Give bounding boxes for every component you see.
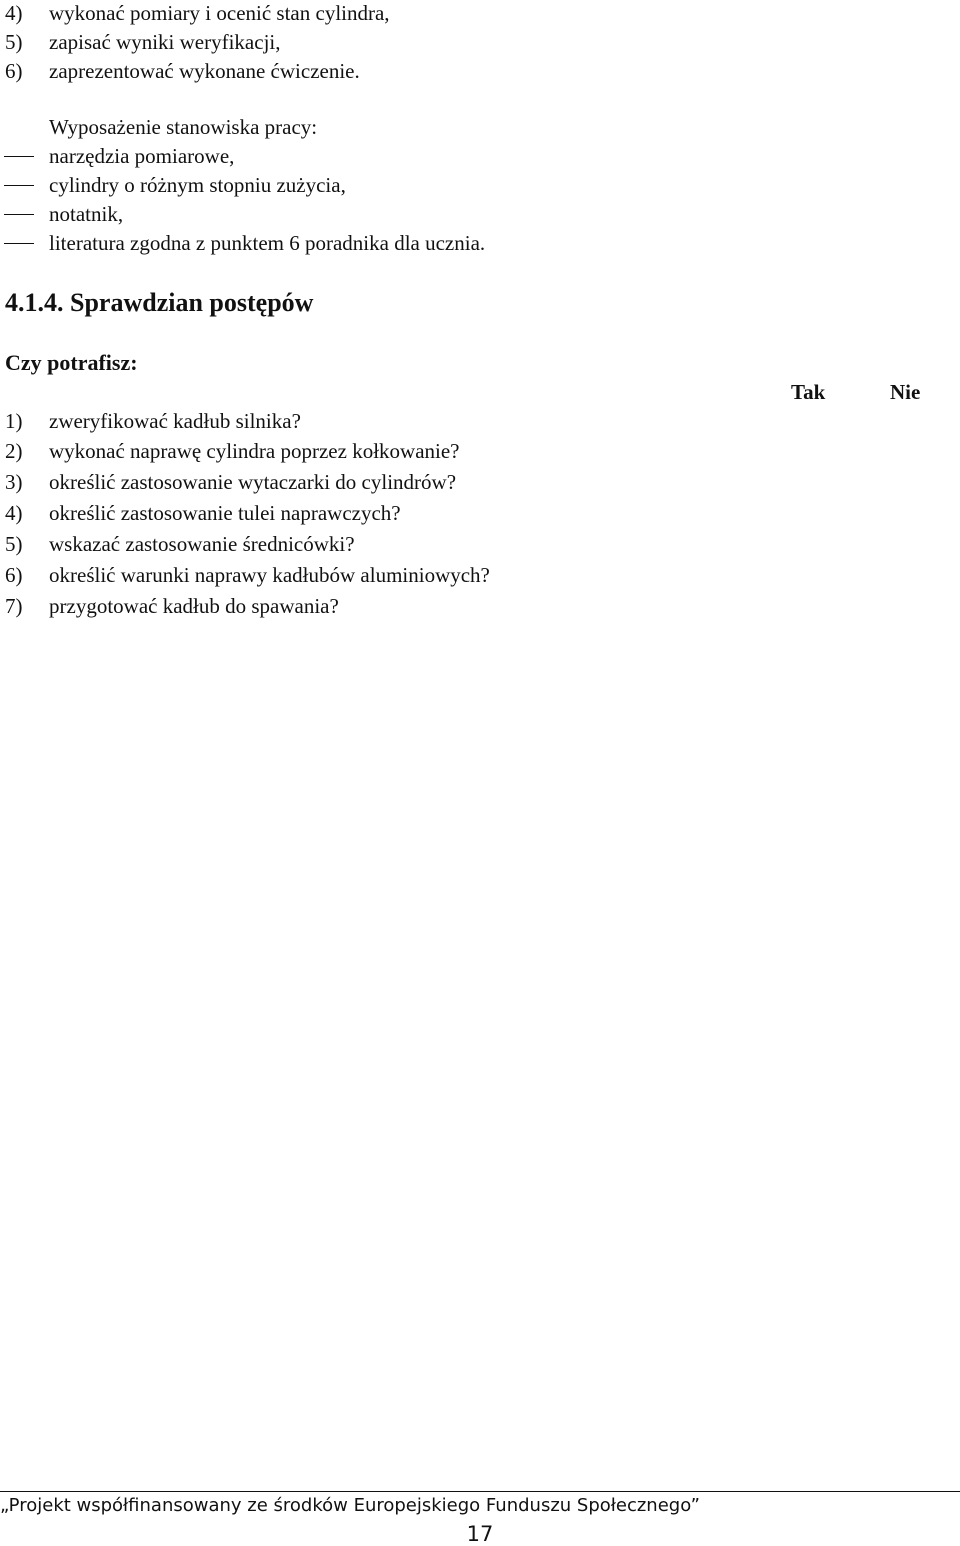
step-text: zapisać wyniki weryfikacji,	[49, 30, 281, 54]
section-title: 4.1.4. Sprawdzian postępów	[5, 288, 314, 317]
question-text: określić zastosowanie tulei naprawczych?	[49, 501, 401, 525]
dash-bullet-icon	[4, 185, 34, 186]
dash-bullet-icon	[4, 156, 34, 157]
column-header-yes: Tak	[791, 380, 826, 404]
question-number: 3)	[5, 470, 23, 494]
question-number: 4)	[5, 501, 23, 525]
question-number: 5)	[5, 532, 23, 556]
step-number: 4)	[5, 1, 23, 25]
equipment-item-text: narzędzia pomiarowe,	[49, 144, 235, 168]
question-text: przygotować kadłub do spawania?	[49, 594, 339, 618]
question-text: zweryfikować kadłub silnika?	[49, 409, 301, 433]
section-subheading: Czy potrafisz:	[5, 350, 138, 375]
equipment-heading: Wyposażenie stanowiska pracy:	[49, 115, 318, 139]
step-text: wykonać pomiary i ocenić stan cylindra,	[49, 1, 390, 25]
question-text: określić warunki naprawy kadłubów aluminiowych?	[49, 563, 490, 587]
step-text: zaprezentować wykonane ćwiczenie.	[49, 59, 360, 83]
footer-project-note: „Projekt współfinansowany ze środków Europejskiego Funduszu Społecznego”	[0, 1495, 700, 1516]
question-text: wykonać naprawę cylindra poprzez kołkowanie?	[49, 439, 460, 463]
step-number: 6)	[5, 59, 23, 83]
question-text: określić zastosowanie wytaczarki do cylindrów?	[49, 470, 457, 494]
question-number: 1)	[5, 409, 23, 433]
column-header-no: Nie	[890, 380, 921, 404]
footer-divider	[0, 1491, 960, 1492]
equipment-item-text: literatura zgodna z punktem 6 poradnika dla ucznia.	[49, 231, 486, 255]
question-number: 6)	[5, 563, 23, 587]
question-number: 7)	[5, 594, 23, 618]
dash-bullet-icon	[4, 243, 34, 244]
dash-bullet-icon	[4, 214, 34, 215]
question-number: 2)	[5, 439, 23, 463]
question-text: wskazać zastosowanie średnicówki?	[49, 532, 355, 556]
page-number: 17	[466, 1522, 494, 1546]
equipment-item-text: notatnik,	[49, 202, 124, 226]
equipment-item-text: cylindry o różnym stopniu zużycia,	[49, 173, 346, 197]
step-number: 5)	[5, 30, 23, 54]
